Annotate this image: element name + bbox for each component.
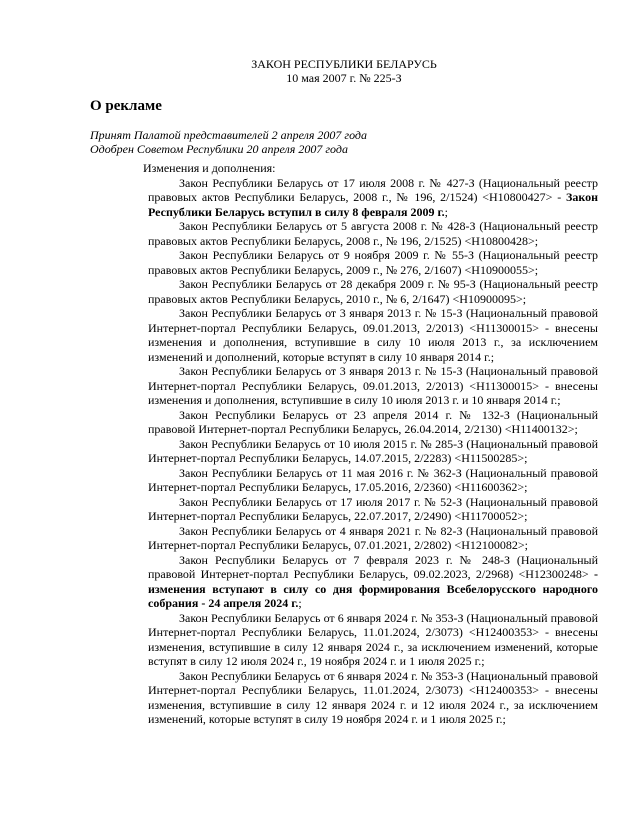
amendment-paragraph (148, 277, 598, 306)
document-header (90, 58, 598, 85)
amendment-text: Закон Республики Беларусь от 10 июля 2015 г. № 285-З (Национальный правовой Интернет-портал Республики Беларусь, 14.07.2015, 2/2283) <Н11500285>; (148, 436, 598, 465)
amendment-text: Закон Республики Беларусь от 5 августа 2008 г. № 428-З (Национальный реестр правовых актов Республики Беларусь, 2008 г., № 196, 2/1525) <Н10800428>; (148, 219, 598, 248)
amendment-text: Закон Республики Беларусь от 23 апреля 2014 г. № 132-З (Национальный правовой Интернет-портал Республики Беларусь, 26.04.2014, 2/2130) <Н11400132>; (148, 407, 598, 436)
amendment-paragraph (148, 248, 598, 277)
amendment-text: Закон Республики Беларусь от 6 января 2024 г. № 353-З (Национальный правовой Интернет-портал Республики Беларусь, 11.01.2024, 2/3073) <Н12400353> - внесены изменения, вступившие в силу 12 января 2024 г., за исключением изменений, которые вступят в силу 12 июля 2024 г., 19 ноября 2024 г. и 1 июля 2025 г.; (148, 610, 598, 668)
amendment-text: Закон Республики Беларусь от 9 ноября 2009 г. № 55-З (Национальный реестр правовых актов Республики Беларусь, 2009 г., № 276, 2/1607) <Н10900055>; (148, 248, 598, 277)
amendment-text: Закон Республики Беларусь от 4 января 2021 г. № 82-З (Национальный правовой Интернет-портал Республики Беларусь, 07.01.2021, 2/2802) <Н12100082>; (148, 523, 598, 552)
amendments-section (90, 161, 598, 727)
amendment-paragraph (148, 495, 598, 524)
amendment-text: Закон Республики Беларусь от 3 января 2013 г. № 15-З (Национальный правовой Интернет-портал Республики Беларусь, 09.01.2013, 2/2013) <Н11300015> - внесены изменения и дополнения, вступившие в силу 10 июля 2013 г. и 10 января 2014 г.; (148, 364, 598, 407)
amendment-paragraph (148, 176, 598, 220)
amendment-text-bold: Закон Республики Беларусь вступил в силу 8 февраля 2009 г. (148, 190, 598, 219)
amendments-list (90, 176, 598, 727)
amendment-text: Закон Республики Беларусь от 6 января 2024 г. № 353-З (Национальный правовой Интернет-портал Республики Беларусь, 11.01.2024, 2/3073) <Н12400353> - внесены изменения, вступившие в силу 12 января 2024 г. и 12 июля 2024 г., за исключением изменений, которые вступят в силу 19 ноября 2024 г. и 1 июля 2025 г.; (148, 668, 598, 726)
law-date-number: 10 мая 2007 г. № 225-З (286, 70, 402, 85)
amendment-text: ; (298, 596, 302, 610)
amendment-paragraph (148, 437, 598, 466)
amendments-heading: Изменения и дополнения: (143, 161, 276, 175)
amendment-paragraph (148, 611, 598, 669)
law-type-heading: ЗАКОН РЕСПУБЛИКИ БЕЛАРУСЬ (251, 57, 437, 71)
amendment-paragraph (148, 364, 598, 408)
adoption-block (90, 128, 598, 156)
amendment-text: Закон Республики Беларусь от 17 июля 2017 г. № 52-З (Национальный правовой Интернет-портал Республики Беларусь, 22.07.2017, 2/2490) <Н11700052>; (148, 494, 598, 523)
amendment-text-bold: - изменения вступают в силу со дня формирования Всебелорусского народного собрания - 24 апреля 2024 г. (148, 567, 598, 610)
amendment-paragraph (148, 466, 598, 495)
amendment-paragraph (148, 669, 598, 727)
approved-by-council-line: Одобрен Советом Республики 20 апреля 2007 года (90, 142, 348, 156)
amendment-text: ; (444, 204, 448, 219)
amendment-paragraph (148, 524, 598, 553)
amendment-text: Закон Республики Беларусь от 11 мая 2016 г. № 362-З (Национальный правовой Интернет-портал Республики Беларусь, 17.05.2016, 2/2360) <Н11600362>; (148, 465, 598, 494)
amendment-text: Закон Республики Беларусь от 3 января 2013 г. № 15-З (Национальный правовой Интернет-портал Республики Беларусь, 09.01.2013, 2/2013) <Н11300015> - внесены изменения и дополнения, вступившие в силу 10 июля 2013 г., за исключением изменений и дополнений, которые вступят в силу 10 января 2014 г.; (148, 306, 598, 364)
amendment-text: Закон Республики Беларусь от 28 декабря 2009 г. № 95-З (Национальный реестр правовых актов Республики Беларусь, 2010 г., № 6, 2/1647) <Н10900095>; (148, 277, 598, 306)
document-title: О рекламе (90, 98, 162, 114)
amendment-paragraph (148, 408, 598, 437)
amendment-paragraph (148, 306, 598, 364)
adopted-by-house-line: Принят Палатой представителей 2 апреля 2007 года (90, 128, 368, 142)
amendment-paragraph (148, 553, 598, 611)
amendment-text: Закон Республики Беларусь от 17 июля 2008 г. № 427-З (Национальный реестр правовых актов Республики Беларусь, 2008 г., № 196, 2/1524) <Н10800427> - (148, 175, 598, 204)
amendment-text: Закон Республики Беларусь от 7 февраля 2023 г. № 248-З (Национальный правовой Интернет-портал Республики Беларусь, 09.02.2023, 2/2968) <Н12300248> (148, 552, 598, 581)
amendment-paragraph (148, 219, 598, 248)
